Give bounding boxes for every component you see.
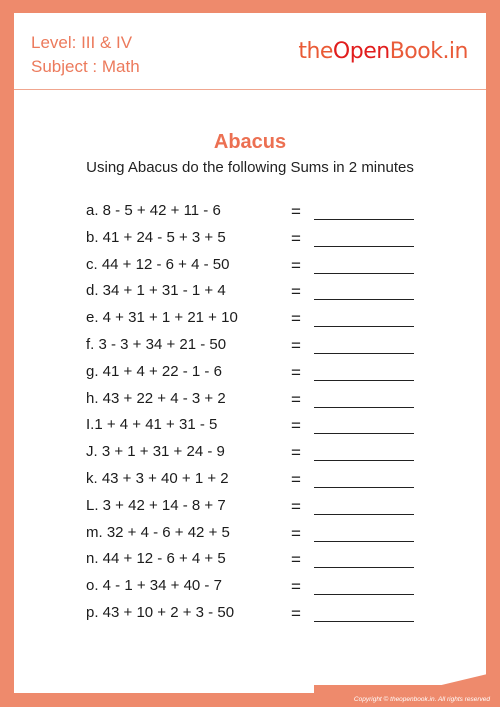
- answer-blank[interactable]: [314, 541, 414, 542]
- brand-logo-part: Open: [332, 39, 390, 64]
- brand-logo: [298, 39, 468, 64]
- problem-expression: L. 3 + 42 + 14 - 8 + 7: [86, 496, 226, 514]
- problem-row: [86, 467, 446, 494]
- problem-row: [86, 253, 446, 280]
- equals-sign: =: [291, 282, 301, 302]
- answer-blank[interactable]: [314, 514, 414, 515]
- answer-blank[interactable]: [314, 380, 414, 381]
- answer-blank[interactable]: [314, 219, 414, 220]
- problem-expression: b. 41 + 24 - 5 + 3 + 5: [86, 228, 226, 246]
- equals-sign: =: [291, 362, 301, 382]
- equals-sign: =: [291, 335, 301, 355]
- answer-blank[interactable]: [314, 594, 414, 595]
- answer-blank[interactable]: [314, 246, 414, 247]
- answer-blank[interactable]: [314, 621, 414, 622]
- problem-expression: J. 3 + 1 + 31 + 24 - 9: [86, 443, 225, 461]
- equals-sign: =: [291, 255, 301, 275]
- problem-row: [86, 521, 446, 548]
- brand-logo-part: Book.in: [389, 39, 468, 64]
- subject-label: Subject : Math: [31, 57, 140, 76]
- answer-blank[interactable]: [314, 273, 414, 274]
- problem-row: [86, 226, 446, 253]
- equals-sign: =: [291, 309, 301, 329]
- problem-expression: c. 44 + 12 - 6 + 4 - 50: [86, 255, 230, 273]
- equals-sign: =: [291, 416, 301, 436]
- problem-list: [86, 199, 446, 628]
- problem-expression: h. 43 + 22 + 4 - 3 + 2: [86, 389, 226, 407]
- problem-row: [86, 494, 446, 521]
- answer-blank[interactable]: [314, 487, 414, 488]
- equals-sign: =: [291, 389, 301, 409]
- equals-sign: =: [291, 550, 301, 570]
- problem-row: [86, 279, 446, 306]
- problem-row: [86, 601, 446, 628]
- problem-expression: d. 34 + 1 + 31 - 1 + 4: [86, 282, 226, 300]
- problem-expression: p. 43 + 10 + 2 + 3 - 50: [86, 603, 235, 621]
- problem-expression: f. 3 - 3 + 34 + 21 - 50: [86, 335, 227, 353]
- problem-row: [86, 574, 446, 601]
- worksheet-instructions: Using Abacus do the following Sums in 2 minutes: [86, 159, 414, 176]
- answer-blank[interactable]: [314, 433, 414, 434]
- problem-expression: k. 43 + 3 + 40 + 1 + 2: [86, 469, 229, 487]
- header-divider: [14, 89, 486, 90]
- answer-blank[interactable]: [314, 299, 414, 300]
- equals-sign: =: [291, 228, 301, 248]
- problem-expression: e. 4 + 31 + 1 + 21 + 10: [86, 309, 238, 327]
- problem-expression: a. 8 - 5 + 42 + 11 - 6: [86, 202, 221, 219]
- problem-expression: g. 41 + 4 + 22 - 1 - 6: [86, 362, 222, 380]
- problem-expression: n. 44 + 12 - 6 + 4 + 5: [86, 550, 226, 568]
- level-label: Level: III & IV: [31, 33, 133, 52]
- problem-row: [86, 440, 446, 467]
- problem-row: [86, 199, 446, 226]
- answer-blank[interactable]: [314, 407, 414, 408]
- brand-logo-part: the: [298, 39, 333, 64]
- equals-sign: =: [291, 523, 301, 543]
- header-info: [31, 31, 140, 79]
- problem-row: [86, 360, 446, 387]
- problem-row: [86, 306, 446, 333]
- worksheet-page: [14, 13, 486, 693]
- problem-expression: o. 4 - 1 + 34 + 40 - 7: [86, 577, 222, 595]
- equals-sign: =: [291, 202, 301, 221]
- problem-row: [86, 333, 446, 360]
- equals-sign: =: [291, 603, 301, 623]
- problem-expression: m. 32 + 4 - 6 + 42 + 5: [86, 523, 230, 541]
- equals-sign: =: [291, 469, 301, 489]
- answer-blank[interactable]: [314, 326, 414, 327]
- problem-expression: I.1 + 4 + 41 + 31 - 5: [86, 416, 218, 434]
- problem-row: [86, 547, 446, 574]
- answer-blank[interactable]: [314, 567, 414, 568]
- equals-sign: =: [291, 496, 301, 516]
- worksheet-title: Abacus: [213, 131, 287, 153]
- problem-row: [86, 387, 446, 414]
- equals-sign: =: [291, 443, 301, 463]
- answer-blank[interactable]: [314, 460, 414, 461]
- equals-sign: =: [291, 577, 301, 597]
- problem-row: [86, 413, 446, 440]
- copyright-text: Copyright © theopenbook.in. All rights reserved: [353, 696, 490, 703]
- answer-blank[interactable]: [314, 353, 414, 354]
